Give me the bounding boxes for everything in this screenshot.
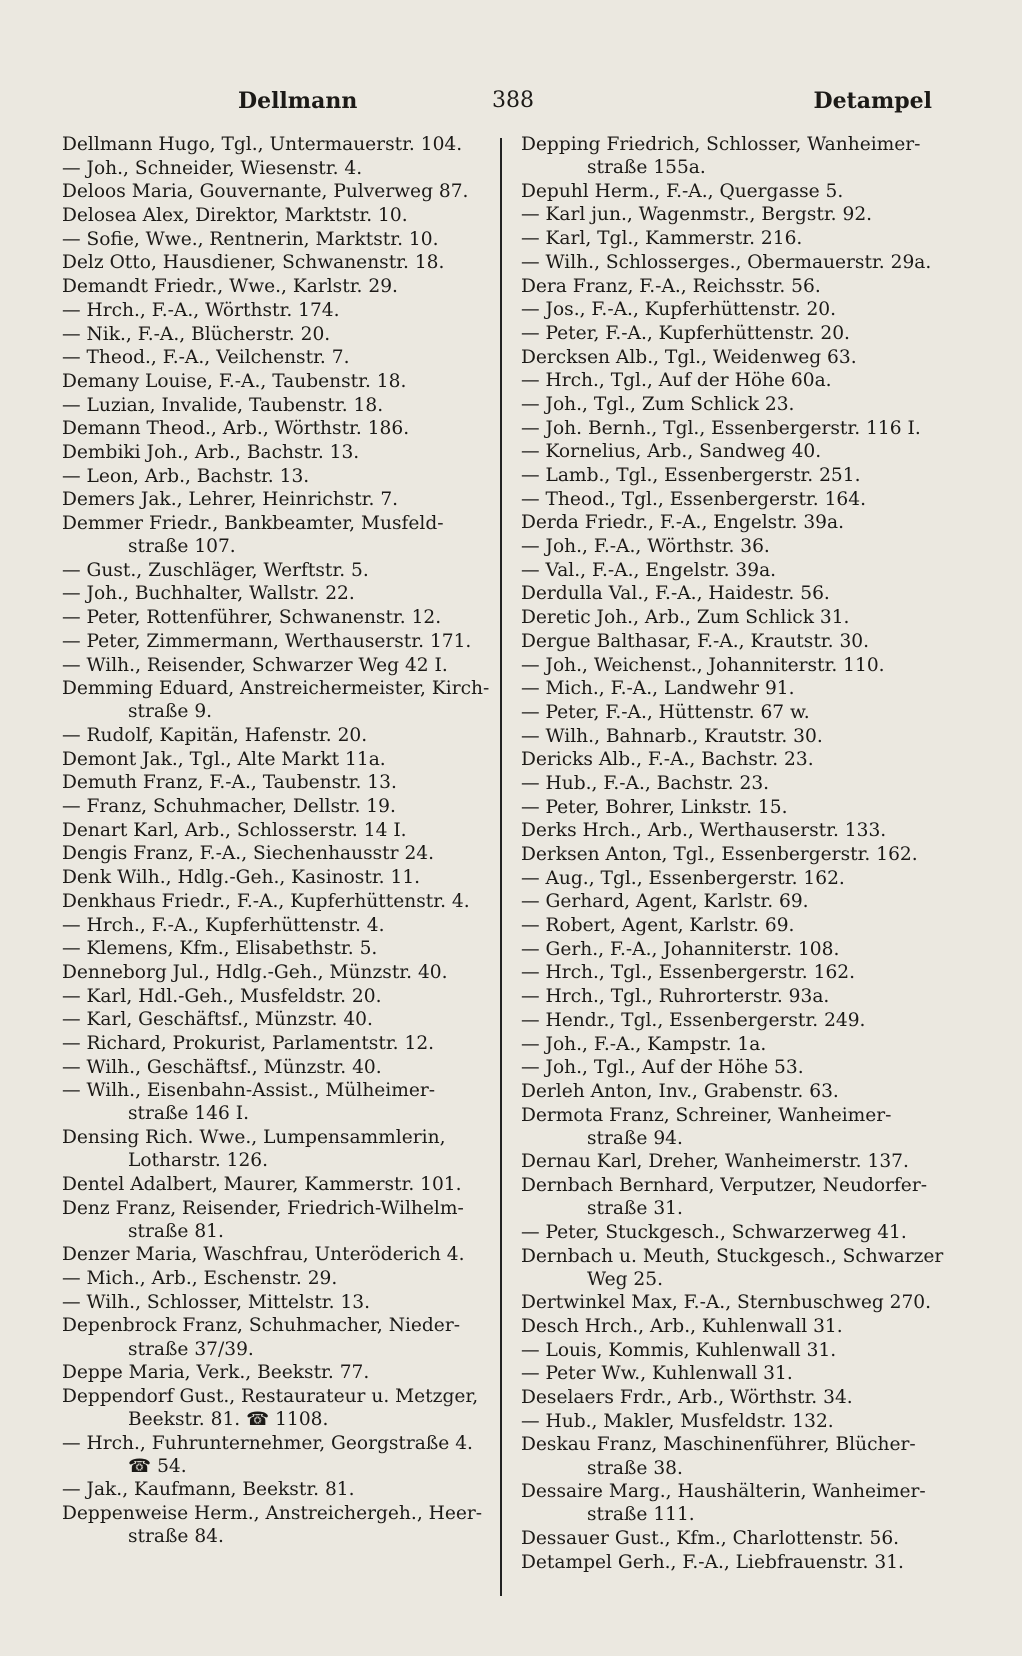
directory-entry bbox=[62, 914, 490, 937]
directory-entry bbox=[62, 771, 490, 794]
page-header bbox=[60, 88, 962, 128]
entry-continuation-line: ☎ 54. bbox=[128, 1455, 187, 1477]
directory-entry bbox=[521, 488, 959, 511]
directory-entry bbox=[521, 440, 959, 463]
directory-entry bbox=[62, 417, 490, 440]
entry-line: Dessaire Marg., Haushälterin, Wanheimer- bbox=[521, 1481, 926, 1503]
directory-entry bbox=[521, 1315, 959, 1338]
directory-entry bbox=[521, 1386, 959, 1409]
directory-entry bbox=[62, 1032, 490, 1055]
entry-line: — Wilh., Geschäftsf., Münzstr. 40. bbox=[62, 1056, 382, 1078]
entry-line: — Karl, Hdl.-Geh., Musfeldstr. 20. bbox=[62, 985, 382, 1007]
directory-entry bbox=[521, 796, 959, 819]
directory-entry bbox=[521, 772, 959, 795]
entry-line: Depuhl Herm., F.-A., Quergasse 5. bbox=[521, 180, 844, 202]
entry-line: — Gerhard, Agent, Karlstr. 69. bbox=[521, 891, 809, 913]
directory-entry bbox=[521, 1362, 959, 1385]
entry-line: — Peter, Bohrer, Linkstr. 15. bbox=[521, 796, 788, 818]
entry-line: Demuth Franz, F.-A., Taubenstr. 13. bbox=[62, 772, 397, 794]
directory-entry bbox=[62, 180, 490, 203]
directory-entry bbox=[62, 133, 490, 156]
entry-continuation-line: straße 84. bbox=[128, 1526, 224, 1548]
directory-entry bbox=[521, 180, 959, 203]
entry-line: Demers Jak., Lehrer, Heinrichstr. 7. bbox=[62, 489, 399, 511]
directory-entry bbox=[62, 370, 490, 393]
directory-entry bbox=[521, 133, 959, 179]
entry-line: Demmer Friedr., Bankbeamter, Musfeld- bbox=[62, 513, 444, 534]
entry-line: Derks Hrch., Arb., Werthauserstr. 133. bbox=[521, 820, 887, 842]
entry-line: Derksen Anton, Tgl., Essenbergerstr. 162. bbox=[521, 844, 918, 866]
entry-line: — Wilh., Schlosserges., Obermauerstr. 29a. bbox=[521, 251, 932, 273]
directory-entry bbox=[521, 1433, 959, 1479]
directory-entry bbox=[62, 630, 490, 653]
directory-entry bbox=[62, 394, 490, 417]
entry-line: — Gust., Zuschläger, Werftstr. 5. bbox=[62, 559, 369, 581]
directory-entry bbox=[521, 346, 959, 369]
entry-line: — Karl, Tgl., Kammerstr. 216. bbox=[521, 228, 803, 250]
entry-line: — Val., F.-A., Engelstr. 39a. bbox=[521, 559, 777, 581]
entry-line: — Kornelius, Arb., Sandweg 40. bbox=[521, 441, 822, 463]
directory-entry bbox=[521, 1150, 959, 1173]
entry-continuation-line: straße 155a. bbox=[587, 157, 706, 179]
entry-line: — Wilh., Reisender, Schwarzer Weg 42 I. bbox=[62, 654, 448, 676]
entry-line: — Richard, Prokurist, Parlamentstr. 12. bbox=[62, 1032, 435, 1054]
entry-line: Dellmann Hugo, Tgl., Untermauerstr. 104. bbox=[62, 134, 463, 155]
entry-continuation-line: straße 81. bbox=[128, 1220, 224, 1242]
entry-line: Denart Karl, Arb., Schlosserstr. 14 I. bbox=[62, 819, 407, 841]
directory-entry bbox=[521, 582, 959, 605]
directory-entry bbox=[62, 1173, 490, 1196]
entry-line: — Leon, Arb., Bachstr. 13. bbox=[62, 465, 310, 487]
entry-line: Dessauer Gust., Kfm., Charlottenstr. 56. bbox=[521, 1528, 900, 1549]
entry-line: Demming Eduard, Anstreichermeister, Kirch- bbox=[62, 678, 490, 700]
directory-entry bbox=[62, 1243, 490, 1266]
directory-entry bbox=[521, 322, 959, 345]
directory-entry bbox=[62, 1056, 490, 1079]
directory-entry bbox=[62, 1385, 490, 1431]
directory-entry bbox=[521, 275, 959, 298]
header-first-entry: Dellmann bbox=[238, 88, 358, 114]
directory-entry bbox=[62, 582, 490, 605]
entry-line: Demont Jak., Tgl., Alte Markt 11a. bbox=[62, 748, 386, 770]
entry-line: — Karl, Geschäftsf., Münzstr. 40. bbox=[62, 1009, 373, 1031]
directory-entry bbox=[521, 1245, 959, 1291]
header-last-entry: Detampel bbox=[813, 88, 932, 114]
directory-entry bbox=[62, 961, 490, 984]
entry-line: Dergue Balthasar, F.-A., Krautstr. 30. bbox=[521, 630, 870, 652]
directory-entry bbox=[521, 867, 959, 890]
entry-line: Demandt Friedr., Wwe., Karlstr. 29. bbox=[62, 276, 398, 298]
entry-continuation-line: straße 37/39. bbox=[128, 1338, 254, 1360]
entry-line: Dericks Alb., F.-A., Bachstr. 23. bbox=[521, 749, 814, 771]
directory-entry bbox=[62, 866, 490, 889]
directory-entry bbox=[521, 654, 959, 677]
entry-line: Demany Louise, F.-A., Taubenstr. 18. bbox=[62, 370, 407, 392]
entry-line: — Franz, Schuhmacher, Dellstr. 19. bbox=[62, 796, 396, 818]
directory-entry bbox=[521, 298, 959, 321]
entry-continuation-line: Lotharstr. 126. bbox=[128, 1150, 269, 1172]
entry-continuation-line: straße 107. bbox=[128, 536, 236, 558]
entry-line: — Joh. Bernh., Tgl., Essenbergerstr. 116 I. bbox=[521, 417, 921, 439]
entry-line: — Jos., F.-A., Kupferhüttenstr. 20. bbox=[521, 299, 837, 321]
directory-entry bbox=[62, 937, 490, 960]
entry-line: Demann Theod., Arb., Wörthstr. 186. bbox=[62, 418, 410, 440]
entry-line: — Wilh., Bahnarb., Krautstr. 30. bbox=[521, 725, 823, 747]
entry-line: — Wilh., Schlosser, Mittelstr. 13. bbox=[62, 1291, 371, 1313]
entry-continuation-line: straße 111. bbox=[587, 1504, 695, 1526]
directory-entry bbox=[62, 654, 490, 677]
entry-line: Denzer Maria, Waschfrau, Unteröderich 4. bbox=[62, 1244, 465, 1266]
directory-entry bbox=[521, 1009, 959, 1032]
entry-line: — Joh., Weichenst., Johanniterstr. 110. bbox=[521, 654, 885, 676]
entry-line: — Rudolf, Kapitän, Hafenstr. 20. bbox=[62, 725, 368, 746]
directory-entry bbox=[521, 819, 959, 842]
column-divider bbox=[500, 138, 502, 1596]
directory-entry bbox=[521, 914, 959, 937]
directory-entry bbox=[62, 1361, 490, 1384]
entry-line: Dercksen Alb., Tgl., Weidenweg 63. bbox=[521, 346, 857, 368]
directory-entry bbox=[62, 228, 490, 251]
directory-entry bbox=[521, 630, 959, 653]
directory-entry bbox=[62, 323, 490, 346]
directory-entry bbox=[521, 1551, 959, 1574]
directory-entry bbox=[62, 346, 490, 369]
entry-line: — Aug., Tgl., Essenbergerstr. 162. bbox=[521, 867, 845, 889]
entry-line: Dernbach Bernhard, Verputzer, Neudorfer- bbox=[521, 1175, 927, 1197]
entry-line: Deskau Franz, Maschinenführer, Blücher- bbox=[521, 1434, 916, 1456]
directory-entry bbox=[62, 559, 490, 582]
entry-line: — Peter, F.-A., Kupferhüttenstr. 20. bbox=[521, 322, 850, 344]
entry-line: Detampel Gerh., F.-A., Liebfrauenstr. 31. bbox=[521, 1551, 904, 1573]
left-column bbox=[62, 133, 490, 1549]
directory-entry bbox=[62, 1291, 490, 1314]
directory-entry bbox=[521, 251, 959, 274]
directory-entry bbox=[62, 251, 490, 274]
directory-entry bbox=[62, 819, 490, 842]
directory-entry bbox=[62, 1008, 490, 1031]
entry-continuation-line: Weg 25. bbox=[587, 1268, 663, 1290]
entry-line: — Joh., Tgl., Auf der Höhe 53. bbox=[521, 1057, 804, 1079]
entry-line: Delosea Alex, Direktor, Marktstr. 10. bbox=[62, 205, 408, 227]
directory-entry bbox=[62, 724, 490, 747]
directory-entry bbox=[521, 1339, 959, 1362]
directory-entry bbox=[62, 204, 490, 227]
entry-line: — Nik., F.-A., Blücherstr. 20. bbox=[62, 323, 331, 345]
directory-entry bbox=[62, 985, 490, 1008]
entry-line: Derda Friedr., F.-A., Engelstr. 39a. bbox=[521, 512, 845, 534]
entry-line: Dera Franz, F.-A., Reichsstr. 56. bbox=[521, 275, 821, 297]
entry-line: Deppenweise Herm., Anstreichergeh., Heer- bbox=[62, 1503, 483, 1525]
directory-entry bbox=[62, 1267, 490, 1290]
directory-entry bbox=[521, 1033, 959, 1056]
directory-entry bbox=[62, 606, 490, 629]
entry-line: — Joh., Tgl., Zum Schlick 23. bbox=[521, 393, 795, 415]
entry-line: — Hrch., Tgl., Auf der Höhe 60a. bbox=[521, 370, 832, 392]
directory-entry bbox=[521, 1410, 959, 1433]
directory-entry bbox=[62, 748, 490, 771]
directory-entry bbox=[521, 843, 959, 866]
entry-continuation-line: straße 38. bbox=[587, 1457, 683, 1479]
directory-entry bbox=[521, 890, 959, 913]
entry-line: — Louis, Kommis, Kuhlenwall 31. bbox=[521, 1339, 837, 1361]
entry-line: — Wilh., Eisenbahn-Assist., Mülheimer- bbox=[62, 1080, 436, 1102]
directory-entry bbox=[521, 1174, 959, 1220]
entry-line: Deloos Maria, Gouvernante, Pulverweg 87. bbox=[62, 181, 469, 203]
directory-entry bbox=[62, 1478, 490, 1501]
entry-line: Dentel Adalbert, Maurer, Kammerstr. 101. bbox=[62, 1173, 462, 1195]
entry-line: — Lamb., Tgl., Essenbergerstr. 251. bbox=[521, 465, 861, 487]
entry-line: Derdulla Val., F.-A., Haidestr. 56. bbox=[521, 583, 830, 605]
directory-entry bbox=[62, 512, 490, 558]
entry-line: Deppendorf Gust., Restaurateur u. Metzger, bbox=[62, 1385, 479, 1407]
entry-line: Desch Hrch., Arb., Kuhlenwall 31. bbox=[521, 1316, 843, 1337]
directory-entry bbox=[62, 1502, 490, 1548]
entry-line: — Theod., Tgl., Essenbergerstr. 164. bbox=[521, 488, 867, 510]
entry-line: — Peter Ww., Kuhlenwall 31. bbox=[521, 1363, 793, 1385]
entry-continuation-line: straße 94. bbox=[587, 1127, 683, 1149]
entry-line: — Hendr., Tgl., Essenbergerstr. 249. bbox=[521, 1009, 866, 1031]
directory-entry bbox=[521, 985, 959, 1008]
entry-line: — Hub., F.-A., Bachstr. 23. bbox=[521, 772, 770, 794]
entry-continuation-line: straße 146 I. bbox=[128, 1103, 249, 1125]
directory-entry bbox=[521, 393, 959, 416]
entry-line: Densing Rich. Wwe., Lumpensammlerin, bbox=[62, 1127, 446, 1149]
directory-entry bbox=[521, 535, 959, 558]
entry-line: — Joh., F.-A., Wörthstr. 36. bbox=[521, 536, 770, 558]
directory-entry bbox=[521, 559, 959, 582]
directory-entry bbox=[62, 1126, 490, 1172]
entry-line: Derleh Anton, Inv., Grabenstr. 63. bbox=[521, 1080, 839, 1102]
entry-line: — Joh., Schneider, Wiesenstr. 4. bbox=[62, 157, 363, 179]
entry-line: Depping Friedrich, Schlosser, Wanheimer- bbox=[521, 134, 921, 155]
directory-entry bbox=[62, 677, 490, 723]
entry-line: Dertwinkel Max, F.-A., Sternbuschweg 270. bbox=[521, 1292, 932, 1314]
entry-line: Deretic Joh., Arb., Zum Schlick 31. bbox=[521, 607, 850, 629]
entry-line: — Hrch., F.-A., Kupferhüttenstr. 4. bbox=[62, 914, 385, 936]
entry-line: — Mich., F.-A., Landwehr 91. bbox=[521, 678, 795, 700]
entry-line: — Hub., Makler, Musfeldstr. 132. bbox=[521, 1410, 834, 1432]
entry-line: — Jak., Kaufmann, Beekstr. 81. bbox=[62, 1479, 355, 1501]
entry-line: Dembiki Joh., Arb., Bachstr. 13. bbox=[62, 441, 360, 463]
directory-entry bbox=[62, 157, 490, 180]
entry-line: — Mich., Arb., Eschenstr. 29. bbox=[62, 1268, 338, 1290]
right-column bbox=[521, 133, 959, 1574]
entry-line: — Karl jun., Wagenmstr., Bergstr. 92. bbox=[521, 204, 873, 226]
entry-line: — Peter, Zimmermann, Werthauserstr. 171. bbox=[62, 630, 472, 652]
directory-entry bbox=[62, 1079, 490, 1125]
directory-entry bbox=[521, 725, 959, 748]
entry-line: — Peter, Rottenführer, Schwanenstr. 12. bbox=[62, 607, 442, 629]
entry-continuation-line: Beekstr. 81. ☎ 1108. bbox=[128, 1408, 329, 1430]
directory-entry bbox=[521, 1056, 959, 1079]
directory-entry bbox=[521, 961, 959, 984]
entry-line: — Luzian, Invalide, Taubenstr. 18. bbox=[62, 394, 384, 416]
entry-continuation-line: straße 31. bbox=[587, 1198, 683, 1220]
entry-line: — Peter, Stuckgesch., Schwarzerweg 41. bbox=[521, 1221, 907, 1243]
entry-line: Deselaers Frdr., Arb., Wörthstr. 34. bbox=[521, 1387, 853, 1409]
directory-entry bbox=[521, 677, 959, 700]
entry-line: Denk Wilh., Hdlg.-Geh., Kasinostr. 11. bbox=[62, 867, 421, 889]
directory-entry bbox=[521, 938, 959, 961]
directory-entry bbox=[521, 606, 959, 629]
entry-line: — Robert, Agent, Karlstr. 69. bbox=[521, 915, 795, 937]
directory-entry bbox=[521, 1104, 959, 1150]
directory-entry bbox=[62, 1197, 490, 1243]
entry-line: — Gerh., F.-A., Johanniterstr. 108. bbox=[521, 938, 840, 960]
entry-line: — Joh., Buchhalter, Wallstr. 22. bbox=[62, 583, 355, 605]
directory-entry bbox=[521, 1080, 959, 1103]
entry-line: Denneborg Jul., Hdlg.-Geh., Münzstr. 40. bbox=[62, 961, 448, 983]
entry-line: Delz Otto, Hausdiener, Schwanenstr. 18. bbox=[62, 252, 445, 274]
directory-entry bbox=[521, 464, 959, 487]
directory-entry bbox=[62, 795, 490, 818]
directory-entry bbox=[62, 1314, 490, 1360]
directory-entry bbox=[521, 203, 959, 226]
entry-line: Dernau Karl, Dreher, Wanheimerstr. 137. bbox=[521, 1151, 909, 1173]
directory-entry bbox=[521, 701, 959, 724]
entry-line: — Hrch., F.-A., Wörthstr. 174. bbox=[62, 299, 340, 321]
entry-line: — Hrch., Tgl., Essenbergerstr. 162. bbox=[521, 962, 856, 984]
directory-entry bbox=[62, 488, 490, 511]
entry-line: — Hrch., Fuhrunternehmer, Georgstraße 4. bbox=[62, 1432, 473, 1454]
entry-line: Dengis Franz, F.-A., Siechenhausstr 24. bbox=[62, 843, 435, 865]
directory-entry bbox=[521, 1480, 959, 1526]
directory-entry bbox=[521, 227, 959, 250]
directory-entry bbox=[62, 299, 490, 322]
entry-line: Denkhaus Friedr., F.-A., Kupferhüttenstr. 4. bbox=[62, 890, 470, 912]
directory-entry bbox=[62, 890, 490, 913]
directory-entry bbox=[521, 1291, 959, 1314]
entry-continuation-line: straße 9. bbox=[128, 701, 213, 723]
directory-entry bbox=[521, 1527, 959, 1550]
entry-line: — Theod., F.-A., Veilchenstr. 7. bbox=[62, 347, 350, 369]
entry-line: — Hrch., Tgl., Ruhrorterstr. 93a. bbox=[521, 986, 830, 1008]
entry-line: Dernbach u. Meuth, Stuckgesch., Schwarzer bbox=[521, 1245, 944, 1267]
entry-line: — Klemens, Kfm., Elisabethstr. 5. bbox=[62, 938, 378, 960]
directory-entry bbox=[62, 1432, 490, 1478]
directory-entry bbox=[521, 1221, 959, 1244]
entry-line: — Joh., F.-A., Kampstr. 1a. bbox=[521, 1033, 767, 1055]
entry-line: Denz Franz, Reisender, Friedrich-Wilhelm- bbox=[62, 1197, 464, 1219]
directory-entry bbox=[62, 465, 490, 488]
entry-line: — Sofie, Wwe., Rentnerin, Marktstr. 10. bbox=[62, 228, 439, 250]
page-number: 388 bbox=[492, 88, 534, 113]
directory-entry bbox=[521, 511, 959, 534]
entry-line: Dermota Franz, Schreiner, Wanheimer- bbox=[521, 1104, 892, 1126]
directory-entry bbox=[521, 748, 959, 771]
entry-line: Deppe Maria, Verk., Beekstr. 77. bbox=[62, 1362, 370, 1384]
entry-line: Depenbrock Franz, Schuhmacher, Nieder- bbox=[62, 1315, 460, 1337]
directory-entry bbox=[521, 417, 959, 440]
directory-entry bbox=[62, 441, 490, 464]
directory-entry bbox=[62, 275, 490, 298]
directory-entry bbox=[62, 842, 490, 865]
directory-entry bbox=[521, 369, 959, 392]
entry-line: — Peter, F.-A., Hüttenstr. 67 w. bbox=[521, 701, 810, 723]
